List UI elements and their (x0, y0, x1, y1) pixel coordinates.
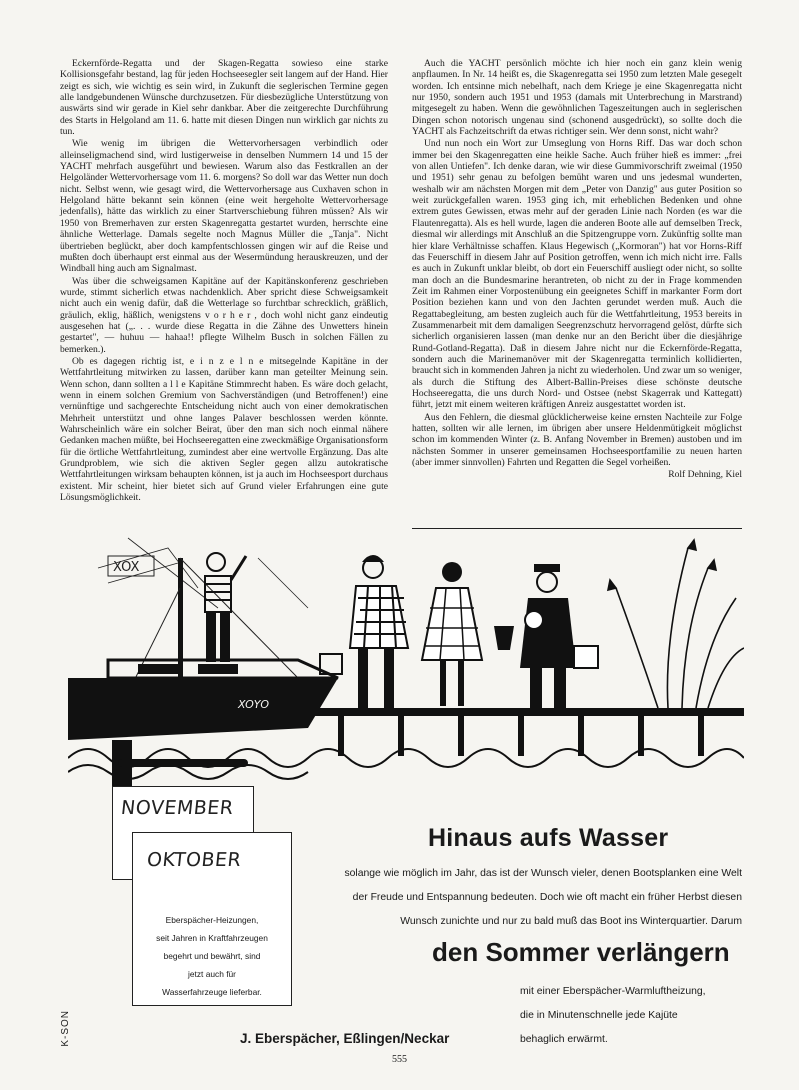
ad-body-2 (520, 980, 746, 1052)
ad-body-line: die in Minutenschnelle jede Kajüte (520, 1010, 678, 1021)
calendar-month-front: OKTOBER (145, 849, 243, 871)
boat-hull-icon (68, 678, 338, 740)
page-number: 555 (392, 1054, 407, 1065)
calendar-front-page (132, 832, 292, 1006)
ad-body-line: der Freude und Entspannung bedeuten. Doch wie oft macht ein früher Herbst diesen (352, 892, 742, 903)
ad-body-line: mit einer Eberspächer-Warmluftheizung, (520, 986, 706, 997)
reeds-icon (608, 540, 744, 708)
paragraph: Ob es dagegen richtig ist, e i n z e l n e mitsegelnde Kapitäne in der Wettfahrtleitung mitwirken zu lassen, darüber kann man geteilter Meinung sein. Wenn schon, dann sollten a l l e Kapitäne Stimmrecht haben. Es wäre doch gelacht, wenn in einem solchen Gremium von Sachverständigen (und Betroffenen!) eine vernünftige und sachgerechte Entscheidung nicht auch von einer demokratischen Mehrheit unterstützt und ohne langes Palaver beschlossen werden könnte. Wahrscheinlich wäre ein solcher Beirat, über den man sich noch einmal nähere Gedanken machen müßte, bei Hochseeregatten eine zweckmäßige Organisationsform für die örtliche Wettfahrtleitung, zumindest aber eine wertvolle Ergänzung. Das alte Grundproblem, wie sich die aktiven Segler gegen allzu autokratische Wettfahrtleitungen wirksam behaupten können, ist ja auch im Hochseesport durchaus existent. Mir scheint, hier bietet sich auf Grund vieler Erfahrungen eine gute Lösungsmöglichkeit. (60, 355, 389, 504)
artist-signature: K-SON (60, 1010, 71, 1047)
calendar-month-back: NOVEMBER (119, 797, 235, 819)
ad-headline-2: den Sommer verlängern (432, 937, 730, 967)
author-signature: Rolf Dehning, Kiel (668, 469, 742, 481)
jetty-icon (308, 708, 744, 716)
article-left-column (60, 58, 388, 503)
article-right-column (412, 58, 742, 481)
ad-body-line: Wunsch zunichte und nur zu bald muß das Boot ins Winterquartier. Darum (400, 916, 742, 927)
ad-headline: Hinaus aufs Wasser (428, 824, 669, 852)
paragraph: Was über die schweigsamen Kapitäne auf der Kapitänskonferenz geschrieben wurde, stimmt sicherlich etwas nachdenklich. Aber spricht diese Schweigsamkeit nicht auch ein wenig dafür, daß die Wetterlage so furchtbar schrecklich, gräßlich, gräulich, eklig, häßlich, wenigstens v o r h e r , doch wohl nicht ganz eindeutig ausgesehen hat („. . . wurde diese Regatta in die Zähne des Unwetters hinein gestartet", — huhuu — hahaa!! pflegte Wilhelm Busch in solchen Fällen zu bemerken.). (60, 275, 388, 355)
paragraph: Auch die YACHT persönlich möchte ich hier noch ein ganz klein wenig anpflaumen. In Nr. 14 heißt es, die Skagenregatta sei 1950 zum letzten Male gesegelt worden. Ich entsinne mich nebelhaft, nach dem Kriege je eine Skagenregatta nicht nur 1950, sondern auch 1951 und 1953 (damals mit Unterbrechung in Marstrand) mitgesegelt zu haben. Wenn die gewöhnlichen Tageszeitungen auch in seglerischen Dingen schon notorisch ungenau sind (schonend ausgedrückt), so sollte doch die YACHT als Fachzeitschrift da etwas richtiger sein. Wer denn sonst, nicht wahr? (412, 58, 742, 138)
calendar-binding-icon (118, 759, 248, 767)
flag-text: XOX (113, 560, 140, 575)
boat-jetty-illustration (68, 528, 744, 796)
company-name: J. Eberspächer, Eßlingen/Neckar (240, 1031, 450, 1046)
ad-body-line: behaglich erwärmt. (520, 1034, 608, 1045)
calendar-ad-text: Eberspächer-Heizungen, seit Jahren in Kraftfahrzeugen begehrt und bewährt, sind jetzt auch für Wasserfahrzeuge lieferbar. (156, 915, 268, 997)
ad-body-line: solange wie möglich im Jahr, das ist der Wunsch vieler, denen Bootsplanken eine Welt (344, 868, 742, 879)
paragraph: Wie wenig im übrigen die Wettervorhersagen verbindlich oder alleinseligmachend sind, wird lustigerweise in denselben Nummern 14 und 15 der YACHT mehrfach ausgeführt und bewiesen. Warum also das Festkrallen an der Helgoländer Wettervorhersage vom 11. 6. morgens? So doll war das Wetter nun doch nicht. Selbst wenn, wie gesagt wird, die Wettervorhersage aus Cuxhaven schon in Helgoland hätte bekannt sein können (eine weit hergeholte Wettervorhersage jedenfalls), hätte das wirklich zu einer Startverschiebung führen müssen? Als wir 1950 von Bremerhaven zur ersten Skagenregatta gestartet wurden, herrschte eine ähnliche Wetterlage. Damals segelte noch Magnus Müller die „Tanja". Nicht übertrieben beglückt, aber doch kampfentschlossen gingen wir auf die Reise und mußten doch überhaupt erst einmal aus der Wesermündung herauskreuzen, und der Windball hing auch am Signalmast. (60, 138, 388, 275)
boat-name: XOYO (238, 698, 269, 711)
captain-figure-icon (520, 564, 598, 708)
paragraph: Und nun noch ein Wort zur Umseglung von Horns Riff. Das war doch schon immer bei den Skagenregatten eine heikle Sache. Auch früher hieß es immer: „frei von allen Untiefen". Ich denke daran, wie wir diese Gummivorschrift zweimal (1950 und 1951) sehr genau zu befolgen bemüht waren und uns jedesmal wunderten, weshalb wir am nächsten Morgen mit dem „Peter von Danzig" aus guter Position so weit zurückgefallen waren. 1953 ging ich, mit erheblichen Bedenken und ohne extrem gutes Gewissen, etwas mehr auf der geraden Linie nach Norden (es war die Flautenregatta). Als es hell wurde, lagen die anderen Boote alle auf demselben Treck, diesmal wir allerdings mit Anschluß an die Spitzengruppe vorn. Zukünftig sollte man hier klare Verhältnisse schaffen. Klaus Hegewisch („Kormoran") hat vor Horns-Riff das Feuerschiff in diesem Jahr auf Position getroffen, wenn ich mich nicht irre. Falls es auch in Zukunft unklar bleibt, ob dort ein Feuerschiff ausliegt oder nicht, so sollte man doch an die Bundesmarine herantreten, ob nicht zu der in Frage kommenden Zeit im Rahmen einer Vorpostenübung ein geeignetes Schiff in markanter Form dort Position beziehen kann und von den Jachten gerundet werden muß. Auch die Regattabegleitung, am besten zugleich auch für die Wettfahrtleitung, 1953 bereits in Zusammenarbeit mit dem damaligen Seegrenzschutz hervorragend gelöst, dürfte sich sicherlich organisieren lassen (man denke nur an den Bericht über die diesjährige Rund-Gotland-Regatta). Daß in diesem Jahre nicht nur die Eckernförde-Regatta, sondern auch die Marinemanöver mit der Skagenregatta terminlich kollidierten, braucht sich in kommenden Jahren ja nicht zu wiederholen. Und zwar um so weniger, als durch die Stiftung des Albert-Ballin-Preises diese schönste deutsche Hochseeregatta, die uns durch Nord- und Ostsee (nebst Skagerrak und Kattegatt) führt, jetzt mit einem weiteren kräftigen Anreiz ausgestattet worden ist. (412, 138, 742, 411)
ad-body (298, 862, 742, 934)
paragraph: Aus den Fehlern, die diesmal glücklicherweise keine ernsten Nachteile zur Folge hatten, sollten wir alle lernen, im übrigen aber unsere Heldenmütigkeit möglichst schon im kommenden Winter (z. B. Anfang November in Bremen) austoben und im nächsten Sommer in unserer gemeinsamen Hochseesportfamilie zu neuen harten (aber immer sinnvollen) Fahrten und Regatten die Segel vorheißen. (412, 411, 742, 469)
sailor-figure-icon (205, 553, 246, 662)
paragraph: Eckernförde-Regatta und der Skagen-Regatta sowieso eine starke Kollisionsgefahr bestand, lag für jeden Hochseesegler seit langem auf der Hand. Hier zeigt es sich, wie wichtig es sein wird, in Zukunft die seglerischen Termine gegen alle landgebundenen Wünsche durchzusetzen. Für diesbezügliche Unterstützung von auswärts sind wir gerade in Kiel sehr dankbar. Aber die zeitgerechte Durchführung des Starts in Helgoland am 11. 6. hatte mit diesen Dingen nun wirklich gar nichts zu tun. (60, 58, 388, 138)
woman-checked-coat-icon (422, 562, 514, 706)
